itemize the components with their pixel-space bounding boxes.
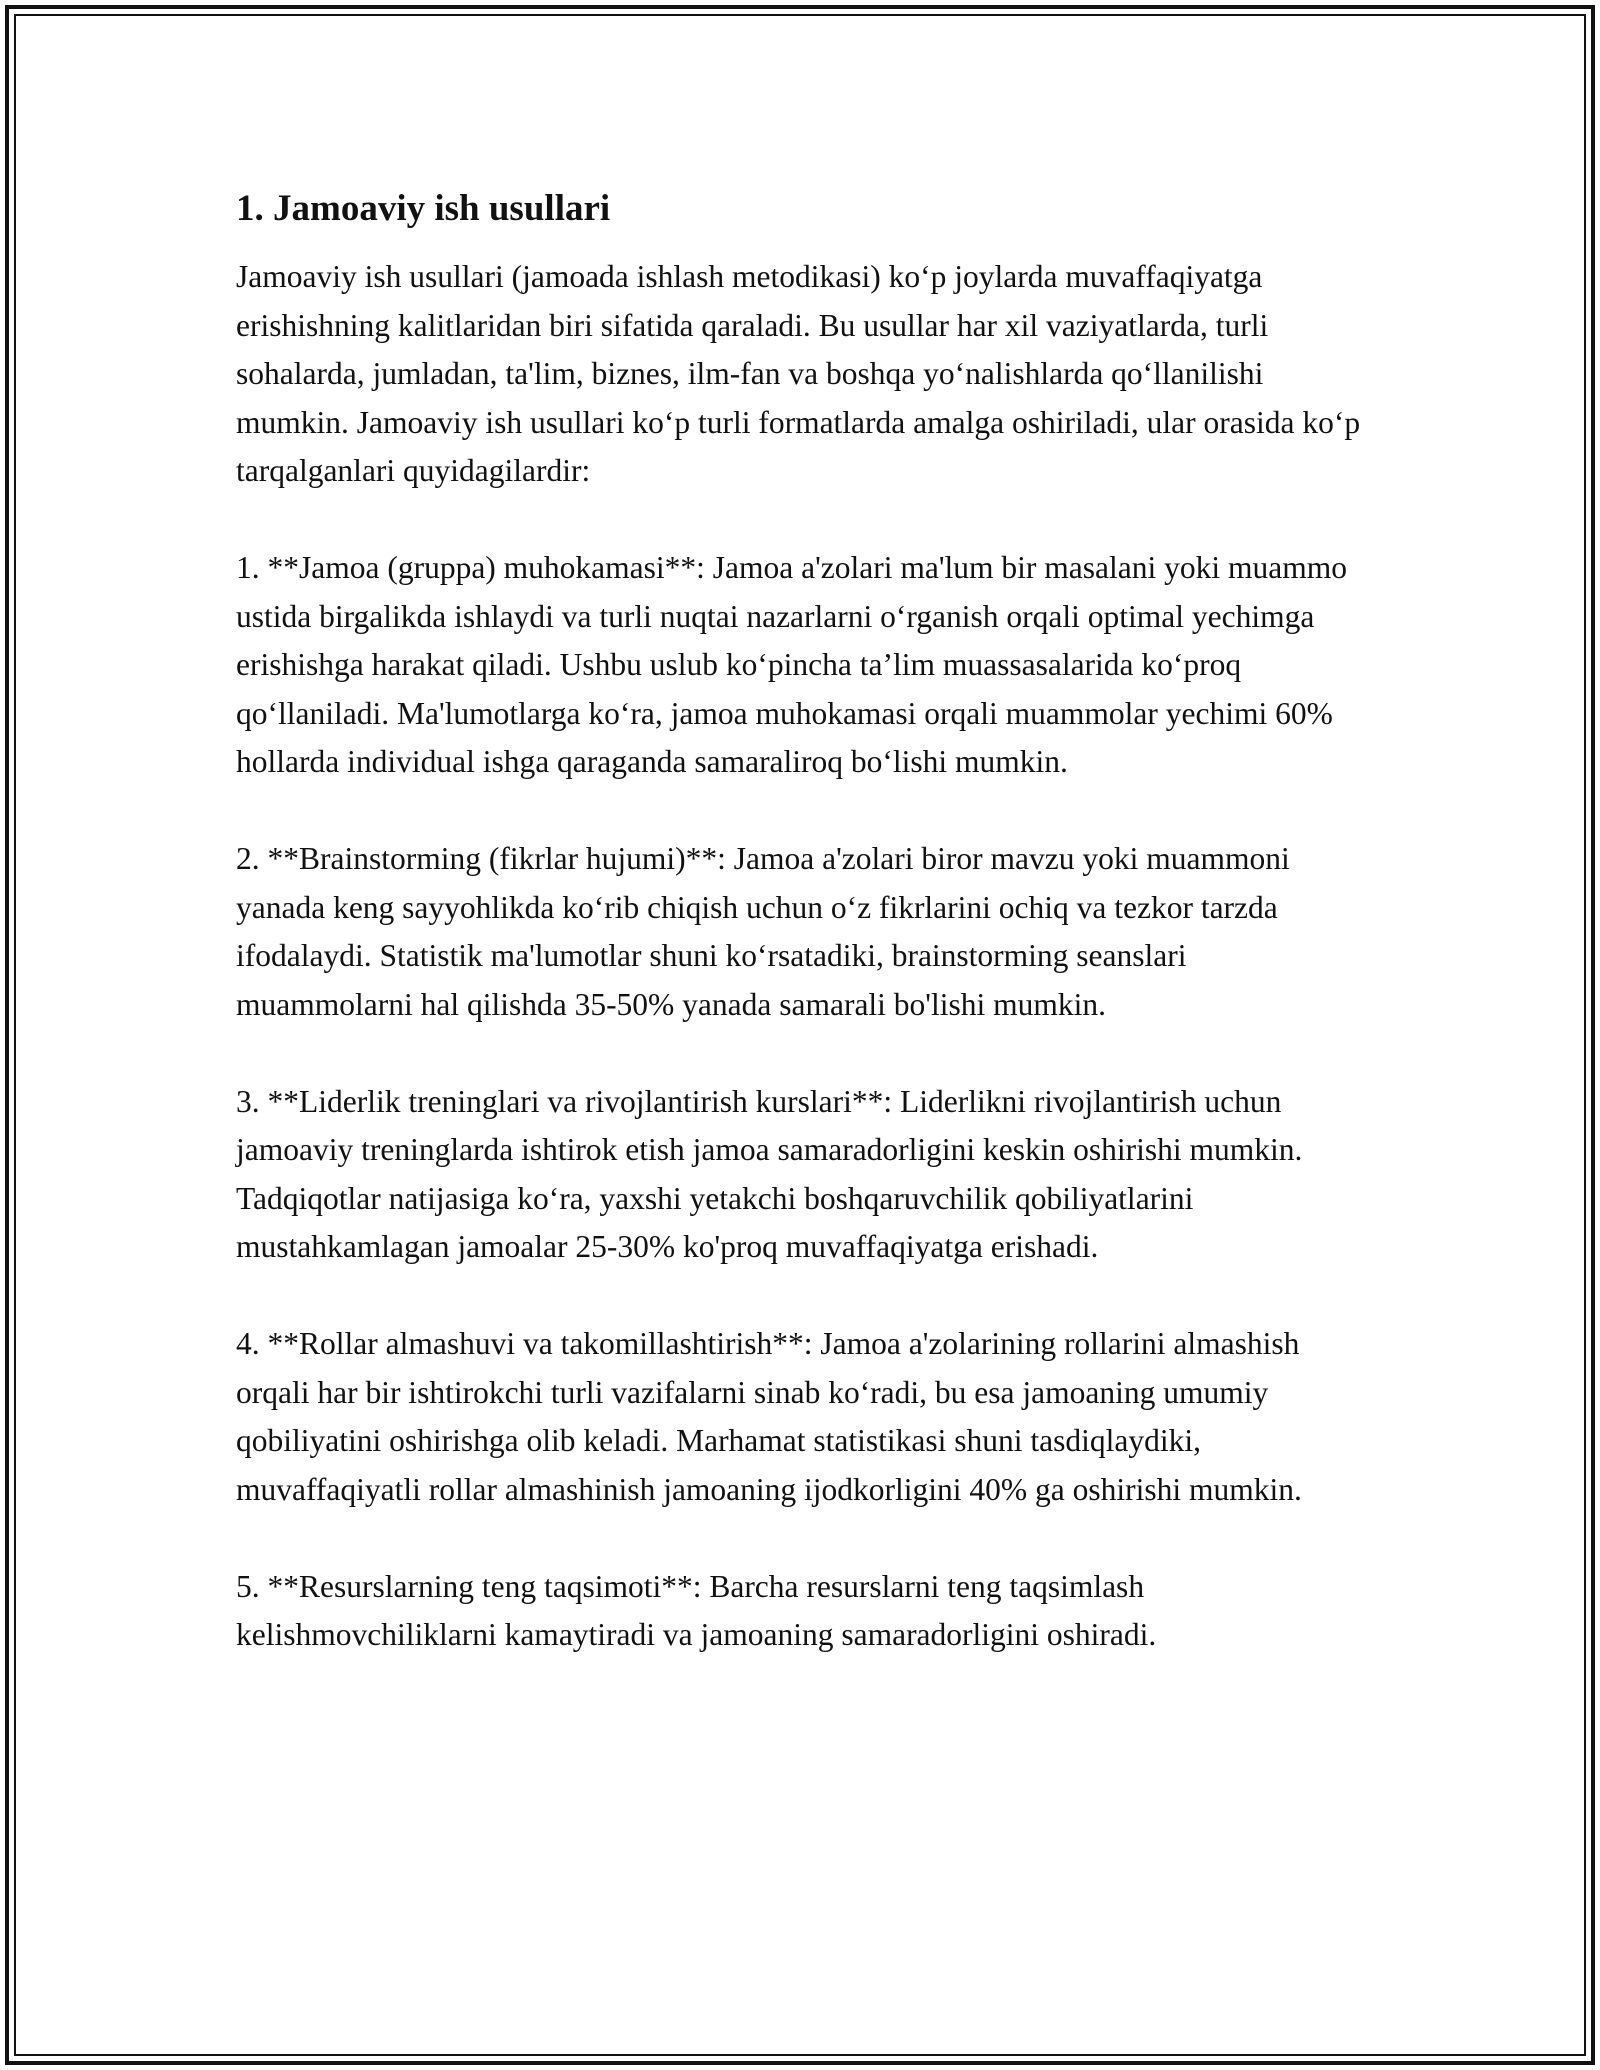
list-item-leadership-trainings: 3. **Liderlik treninglari va rivojlantirish kurslari**: Liderlikni rivojlantirish uchun jamoaviy treninglarda ishtirok etish jamoa samaradorligini keskin oshirishi mumkin. Tadqiqotlar natijasiga ko‘ra, yaxshi yetakchi boshqaruvchilik qobiliyatlarini mustahkamlagan jamoalar 25-30% ko'proq muvaffaqiyatga erishadi. [236, 1083, 1303, 1264]
section-heading: 1. Jamoaviy ish usullari [236, 188, 611, 229]
list-item-group-discussion: 1. **Jamoa (gruppa) muhokamasi**: Jamoa a'zolari ma'lum bir masalani yoki muammo ustida birgalikda ishlaydi va turli nuqtai nazarlarni o‘rganish orqali optimal yechimga erishishga harakat qiladi. Ushbu uslub ko‘pincha ta’lim muassasalarida ko‘proq qo‘llaniladi. Ma'lumotlarga ko‘ra, jamoa muhokamasi orqali muammolar yechimi 60% hollarda individual ishga qaraganda samaraliroq bo‘lishi mumkin. [236, 550, 1347, 779]
list-item-resource-distribution: 5. **Resurslarning teng taqsimoti**: Barcha resurslarni teng taqsimlash kelishmovchiliklarni kamaytiradi va jamoaning samaradorligini oshiradi. [236, 1568, 1157, 1652]
document-body [236, 185, 1364, 1660]
intro-paragraph: Jamoaviy ish usullari (jamoada ishlash metodikasi) ko‘p joylarda muvaffaqiyatga erishishning kalitlaridan biri sifatida qaraladi. Bu usullar har xil vaziyatlarda, turli sohalarda, jumladan, ta'lim, biznes, ilm-fan va boshqa yo‘nalishlarda qo‘llanilishi mumkin. Jamoaviy ish usullari ko‘p turli formatlarda amalga oshiriladi, ular orasida ko‘p tarqalganlari quyidagilardir: [236, 259, 1361, 488]
list-item-role-rotation: 4. **Rollar almashuvi va takomillashtirish**: Jamoa a'zolarining rollarini almashish orqali har bir ishtirokchi turli vazifalarni sinab ko‘radi, bu esa jamoaning umumiy qobiliyatini oshirishga olib keladi. Marhamat statistikasi shuni tasdiqlaydiki, muvaffaqiyatli rollar almashinish jamoaning ijodkorligini 40% ga oshirishi mumkin. [236, 1326, 1302, 1507]
list-item-brainstorming: 2. **Brainstorming (fikrlar hujumi)**: Jamoa a'zolari biror mavzu yoki muammoni yanada keng sayyohlikda ko‘rib chiqish uchun o‘z fikrlarini ochiq va tezkor tarzda ifodalaydi. Statistik ma'lumotlar shuni ko‘rsatadiki, brainstorming seanslari muammolarni hal qilishda 35-50% yanada samarali bo'lishi mumkin. [236, 841, 1290, 1022]
